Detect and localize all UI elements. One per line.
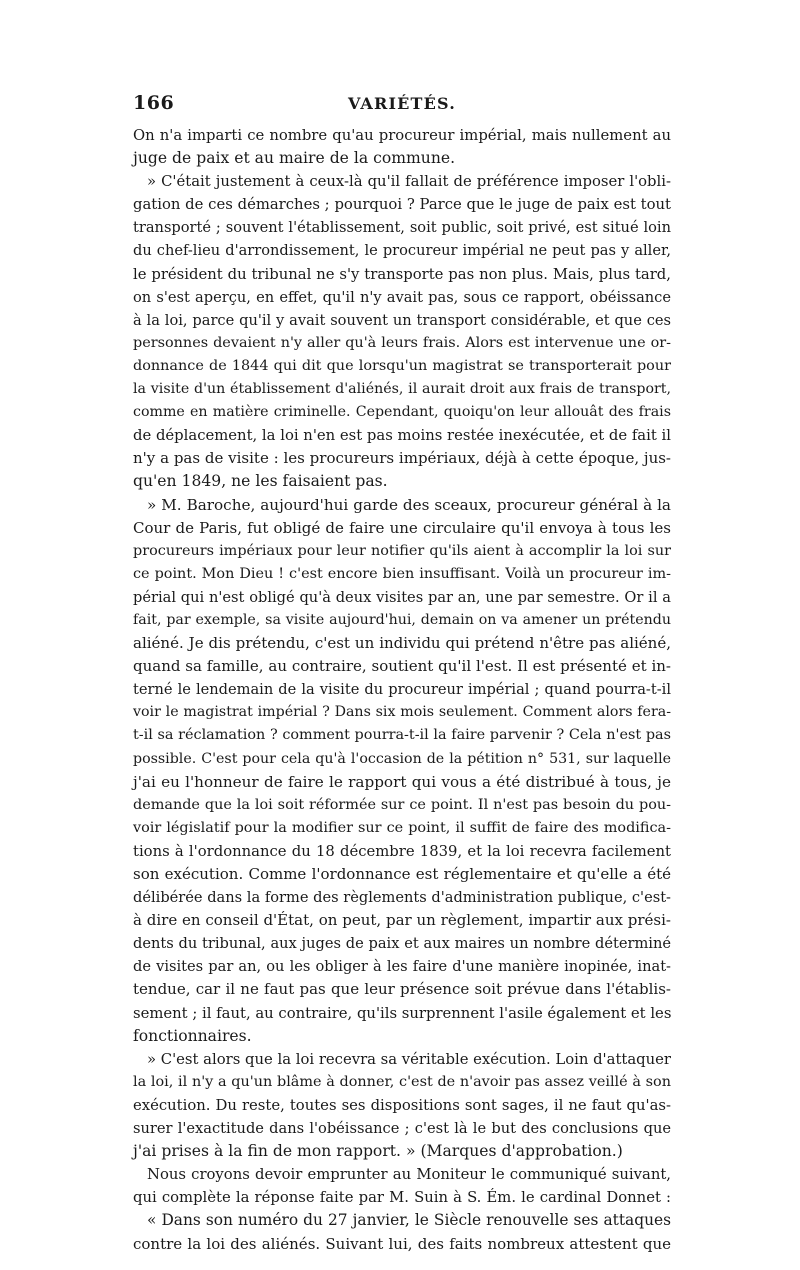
running-title: VARIÉTÉS. <box>347 94 457 113</box>
text-line: gation de ces démarches ; pourquoi ? Parce que le juge de paix est tout <box>133 196 671 214</box>
running-head <box>133 92 671 118</box>
text-line: comme en matière criminelle. Cependant, quoiqu'on leur allouât des frais <box>133 404 671 421</box>
text-line: exécution. Du reste, toutes ses dispositions sont sages, il ne faut qu'as- <box>133 1096 671 1114</box>
text-line: quand sa famille, au contraire, soutient qu'il l'est. Il est présenté et in- <box>133 657 671 676</box>
text-line: aliéné. Je dis prétendu, c'est un individu qui prétend n'être pas aliéné, <box>133 634 671 653</box>
page-number: 166 <box>133 92 175 114</box>
text-line: la loi, il n'y a qu'un blâme à donner, c'est de n'avoir pas assez veillé à son <box>133 1073 671 1090</box>
text-line: surer l'exactitude dans l'obéissance ; c'est là le but des conclusions que <box>133 1120 671 1138</box>
text-line: la visite d'un établissement d'aliénés, il aurait droit aux frais de transport, <box>133 381 671 398</box>
text-line: voir le magistrat impérial ? Dans six mois seulement. Comment alors fera- <box>133 704 671 721</box>
text-line: périal qui n'est obligé qu'à deux visites par an, une par semestre. Or il a <box>133 588 671 606</box>
text-line: n'y a pas de visite : les procureurs impériaux, déjà à cette époque, jus- <box>133 449 671 468</box>
text-line: » C'était justement à ceux-là qu'il fallait de préférence imposer l'obli- <box>147 173 671 191</box>
text-line: terné le lendemain de la visite du procureur impérial ; quand pourra-t-il <box>133 681 671 699</box>
text-line: ce point. Mon Dieu ! c'est encore bien insuffisant. Voilà un procureur im- <box>133 565 671 582</box>
text-line: le président du tribunal ne s'y transporte pas non plus. Mais, plus tard, <box>133 265 671 283</box>
text-line: à dire en conseil d'État, on peut, par un règlement, impartir aux prési- <box>133 911 671 930</box>
text-line: qui complète la réponse faite par M. Suin à S. Ém. le cardinal Donnet : <box>133 1189 671 1207</box>
text-line: tendue, car il ne faut pas que leur présence soit prévue dans l'établis- <box>133 980 671 999</box>
text-line: à la loi, parce qu'il y avait souvent un transport considérable, et que ces <box>133 311 671 329</box>
text-line: voir législatif pour la modifier sur ce point, il suffit de faire des modifica- <box>133 819 671 836</box>
body-text <box>133 124 671 1256</box>
text-line: dents du tribunal, aux juges de paix et aux maires un nombre déterminé <box>133 935 671 953</box>
text-line: qu'en 1849, ne les faisaient pas. <box>133 472 388 491</box>
text-line: son exécution. Comme l'ordonnance est réglementaire et qu'elle a été <box>133 865 671 883</box>
text-line: » M. Baroche, aujourd'hui garde des sceaux, procureur général à la <box>147 495 671 514</box>
text-line: de déplacement, la loi n'en est pas moins restée inexécutée, et de fait il <box>133 427 671 445</box>
text-line: On n'a imparti ce nombre qu'au procureur impérial, mais nullement au <box>133 127 671 144</box>
text-line: délibérée dans la forme des règlements d'administration publique, c'est- <box>133 889 671 907</box>
text-line: de visites par an, ou les obliger à les faire d'une manière inopinée, inat- <box>133 958 671 976</box>
text-line: Nous croyons devoir emprunter au Moniteur le communiqué suivant, <box>147 1166 671 1184</box>
text-line: » C'est alors que la loi recevra sa véritable exécution. Loin d'attaquer <box>147 1050 671 1068</box>
text-line: « Dans son numéro du 27 janvier, le Siècle renouvelle ses attaques <box>147 1211 671 1230</box>
text-line: contre la loi des aliénés. Suivant lui, des faits nombreux attestent que <box>133 1234 671 1253</box>
text-line: t-il sa réclamation ? comment pourra-t-il la faire parvenir ? Cela n'est pas <box>133 727 671 744</box>
text-line: on s'est aperçu, en effet, qu'il n'y avait pas, sous ce rapport, obéissance <box>133 288 671 306</box>
text-line: sement ; il faut, au contraire, qu'ils surprennent l'asile également et les <box>133 1004 672 1022</box>
text-line: Cour de Paris, fut obligé de faire une circulaire qu'il envoya à tous les <box>133 518 671 537</box>
text-line: tions à l'ordonnance du 18 décembre 1839, et la loi recevra facilement <box>133 842 671 860</box>
text-line: juge de paix et au maire de la commune. <box>133 149 456 168</box>
text-line: donnance de 1844 qui dit que lorsqu'un magistrat se transporterait pour <box>133 357 671 374</box>
text-line: fonctionnaires. <box>133 1026 252 1045</box>
text-line: j'ai eu l'honneur de faire le rapport qui vous a été distribué à tous, je <box>133 772 671 791</box>
text-line: fait, par exemple, sa visite aujourd'hui, demain on va amener un prétendu <box>133 611 671 628</box>
text-line: personnes devaient n'y aller qu'à leurs frais. Alors est intervenue une or- <box>133 334 671 351</box>
text-line: procureurs impériaux pour leur notifier qu'ils aient à accomplir la loi sur <box>133 542 671 559</box>
text-line: j'ai prises à la fin de mon rapport. » (Marques d'approbation.) <box>133 1142 623 1161</box>
text-line: transporté ; souvent l'établissement, soit public, soit privé, est situé loin <box>133 219 671 237</box>
text-line: demande que la loi soit réformée sur ce point. Il n'est pas besoin du pou- <box>133 796 671 813</box>
text-line: possible. C'est pour cela qu'à l'occasion de la pétition n° 531, sur laquelle <box>133 750 671 767</box>
text-line: du chef-lieu d'arrondissement, le procureur impérial ne peut pas y aller, <box>133 242 671 260</box>
